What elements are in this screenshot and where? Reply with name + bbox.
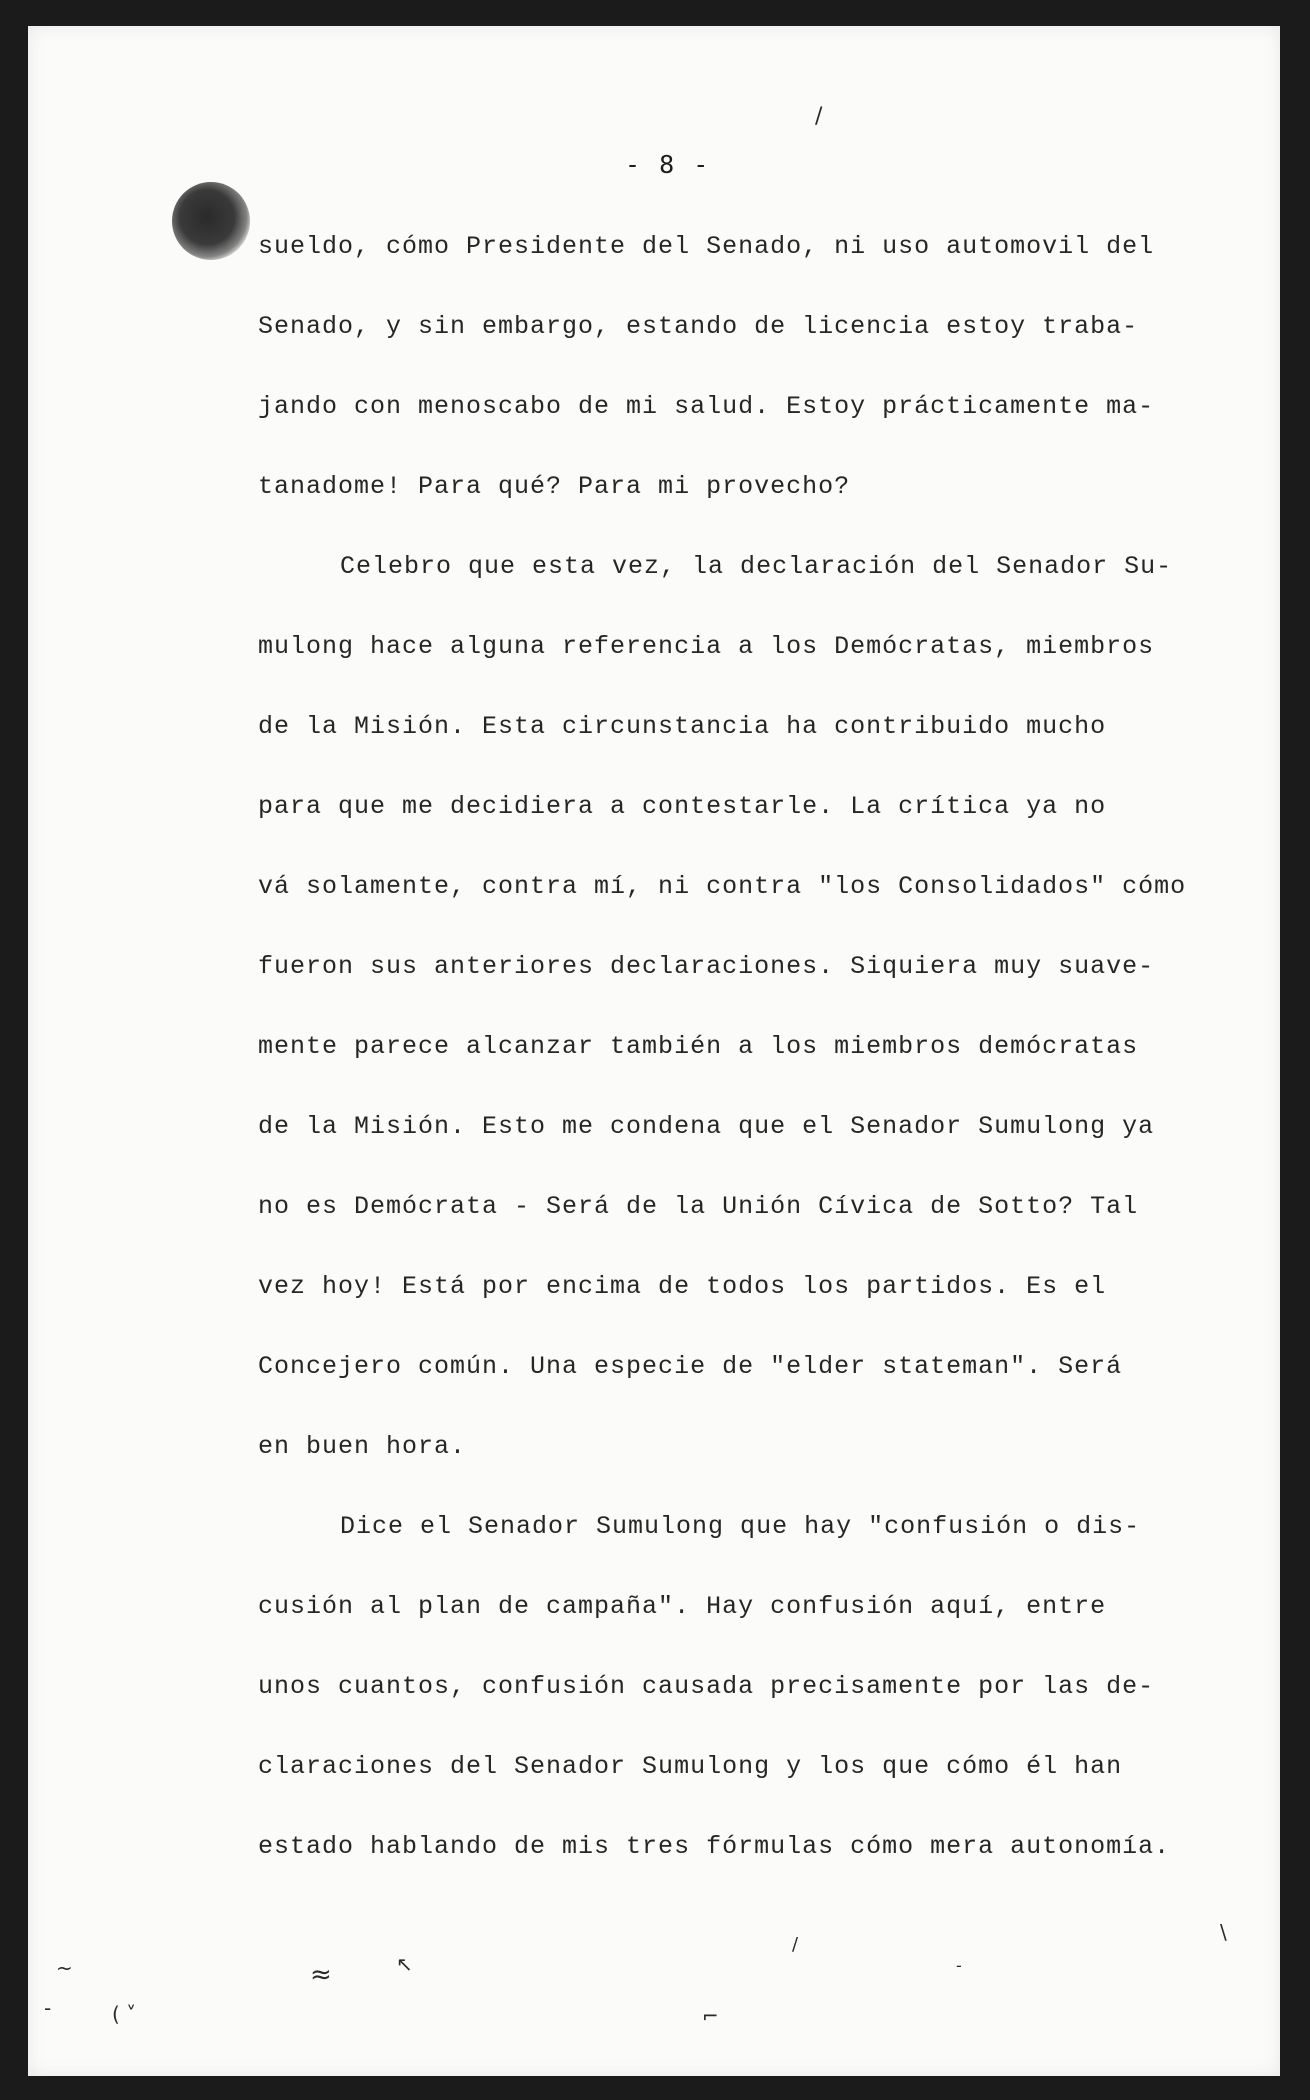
text-line: cusión al plan de campaña". Hay confusión aquí, entre — [258, 1592, 1107, 1621]
scan-speck: ≈ — [310, 1960, 332, 1990]
scan-speck: / — [815, 104, 823, 129]
text-line: no es Demócrata - Será de la Unión Cívica de Sotto? Tal — [258, 1192, 1139, 1221]
text-line: mente parece alcanzar también a los miembros demócratas — [258, 1032, 1139, 1061]
scan-speck: ⌐ — [702, 2004, 719, 2028]
ink-blot — [172, 182, 250, 260]
text-line: sueldo, cómo Presidente del Senado, ni uso automovil del — [258, 232, 1155, 261]
text-line: de la Misión. Esto me condena que el Senador Sumulong ya — [258, 1112, 1155, 1141]
text-line: en buen hora. — [258, 1432, 467, 1461]
scan-speck: - — [44, 1996, 52, 2020]
text-line: para que me decidiera a contestarle. La crítica ya no — [258, 792, 1107, 821]
scan-speck: \ — [1220, 1920, 1227, 1944]
text-line: Senado, y sin embargo, estando de licencia estoy traba- — [258, 312, 1139, 341]
typed-text-body — [258, 222, 1188, 1902]
text-line: de la Misión. Esta circunstancia ha contribuido mucho — [258, 712, 1107, 741]
scan-speck: ~ — [56, 1956, 73, 1980]
scan-speck: / — [792, 1934, 799, 1955]
text-line: Dice el Senador Sumulong que hay "confusión o dis- — [340, 1512, 1141, 1541]
text-line: fueron sus anteriores declaraciones. Siquiera muy suave- — [258, 952, 1155, 981]
text-line: estado hablando de mis tres fórmulas cómo mera autonomía. — [258, 1832, 1171, 1861]
scan-speck: ( ˅ — [112, 2002, 137, 2026]
scan-speck: ↖ — [396, 1952, 413, 1976]
text-line: vez hoy! Está por encima de todos los partidos. Es el — [258, 1272, 1107, 1301]
text-line: jando con menoscabo de mi salud. Estoy prácticamente ma- — [258, 392, 1155, 421]
text-line: Concejero común. Una especie de "elder stateman". Será — [258, 1352, 1123, 1381]
text-line: unos cuantos, confusión causada precisamente por las de- — [258, 1672, 1155, 1701]
text-line: Celebro que esta vez, la declaración del Senador Su- — [340, 552, 1173, 581]
text-line: vá solamente, contra mí, ni contra "los Consolidados" cómo — [258, 872, 1187, 901]
scan-speck: - — [956, 1956, 962, 1975]
page-number: - 8 - — [625, 150, 711, 179]
text-line: claraciones del Senador Sumulong y los que cómo él han — [258, 1752, 1123, 1781]
text-line: tanadome! Para qué? Para mi provecho? — [258, 472, 851, 501]
text-line: mulong hace alguna referencia a los Demócratas, miembros — [258, 632, 1155, 661]
